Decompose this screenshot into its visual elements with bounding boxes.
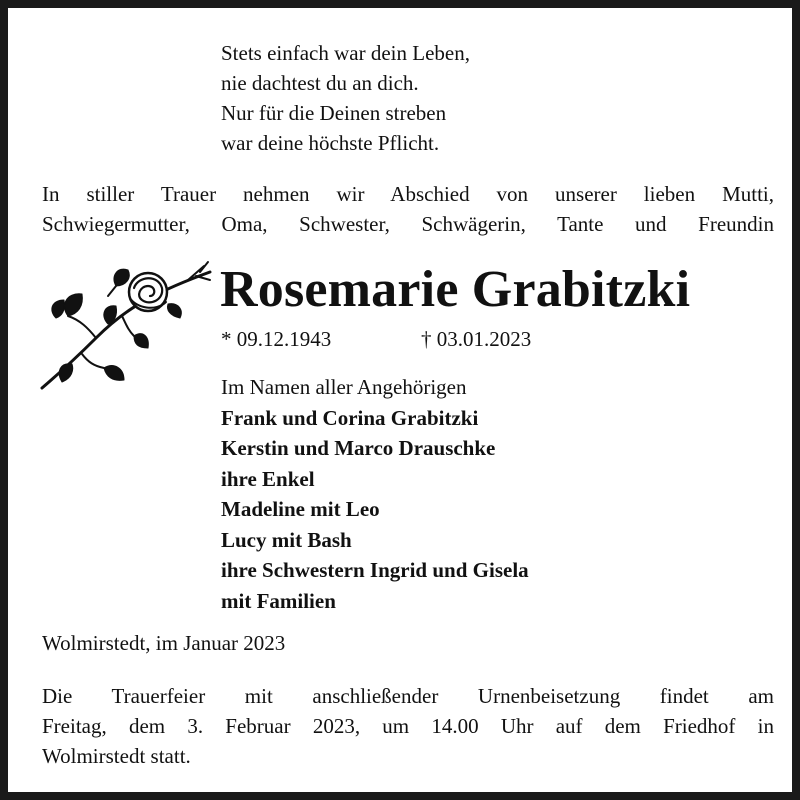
poem-line: nie dachtest du an dich. [221,71,419,95]
memorial-poem [221,38,470,158]
poem-line: Stets einfach war dein Leben, [221,41,470,65]
mourners-intro: Im Namen aller Angehörigen [221,375,467,399]
mourner-line: ihre Enkel [221,466,315,491]
rose-branch-icon [38,258,213,393]
mourner-line: Madeline mit Leo [221,497,380,521]
death-date: † 03.01.2023 [421,327,532,351]
intro-line: In stiller Trauer nehmen wir Abschied von unserer lieben Mutti, [42,182,774,206]
funeral-notice-line: Wolmirstedt statt. [42,744,191,768]
place-and-date: Wolmirstedt, im Januar 2023 [42,631,286,655]
poem-line: war deine höchste Pflicht. [221,131,440,155]
mourner-line: Frank und Corina Grabitzki [221,405,479,430]
mourner-line: Lucy mit Bash [221,527,352,552]
mourner-line: mit Familien [221,588,336,613]
birth-date: * 09.12.1943 [221,327,332,351]
funeral-notice-line: Freitag, dem 3. Februar 2023, um 14.00 Uhr auf dem Friedhof in [42,714,774,738]
mourner-line: ihre Schwestern Ingrid und Gisela [221,558,529,582]
funeral-notice-line: Die Trauerfeier mit anschließender Urnenbeisetzung findet am [42,684,774,708]
mourner-line: Kerstin und Marco Drauschke [221,436,496,460]
deceased-name: Rosemarie Grabitzki [220,261,691,318]
intro-line: Schwiegermutter, Oma, Schwester, Schwägerin, Tante und Freundin [42,212,774,236]
poem-line: Nur für die Deinen streben [221,101,447,125]
mourners-list [221,372,529,616]
